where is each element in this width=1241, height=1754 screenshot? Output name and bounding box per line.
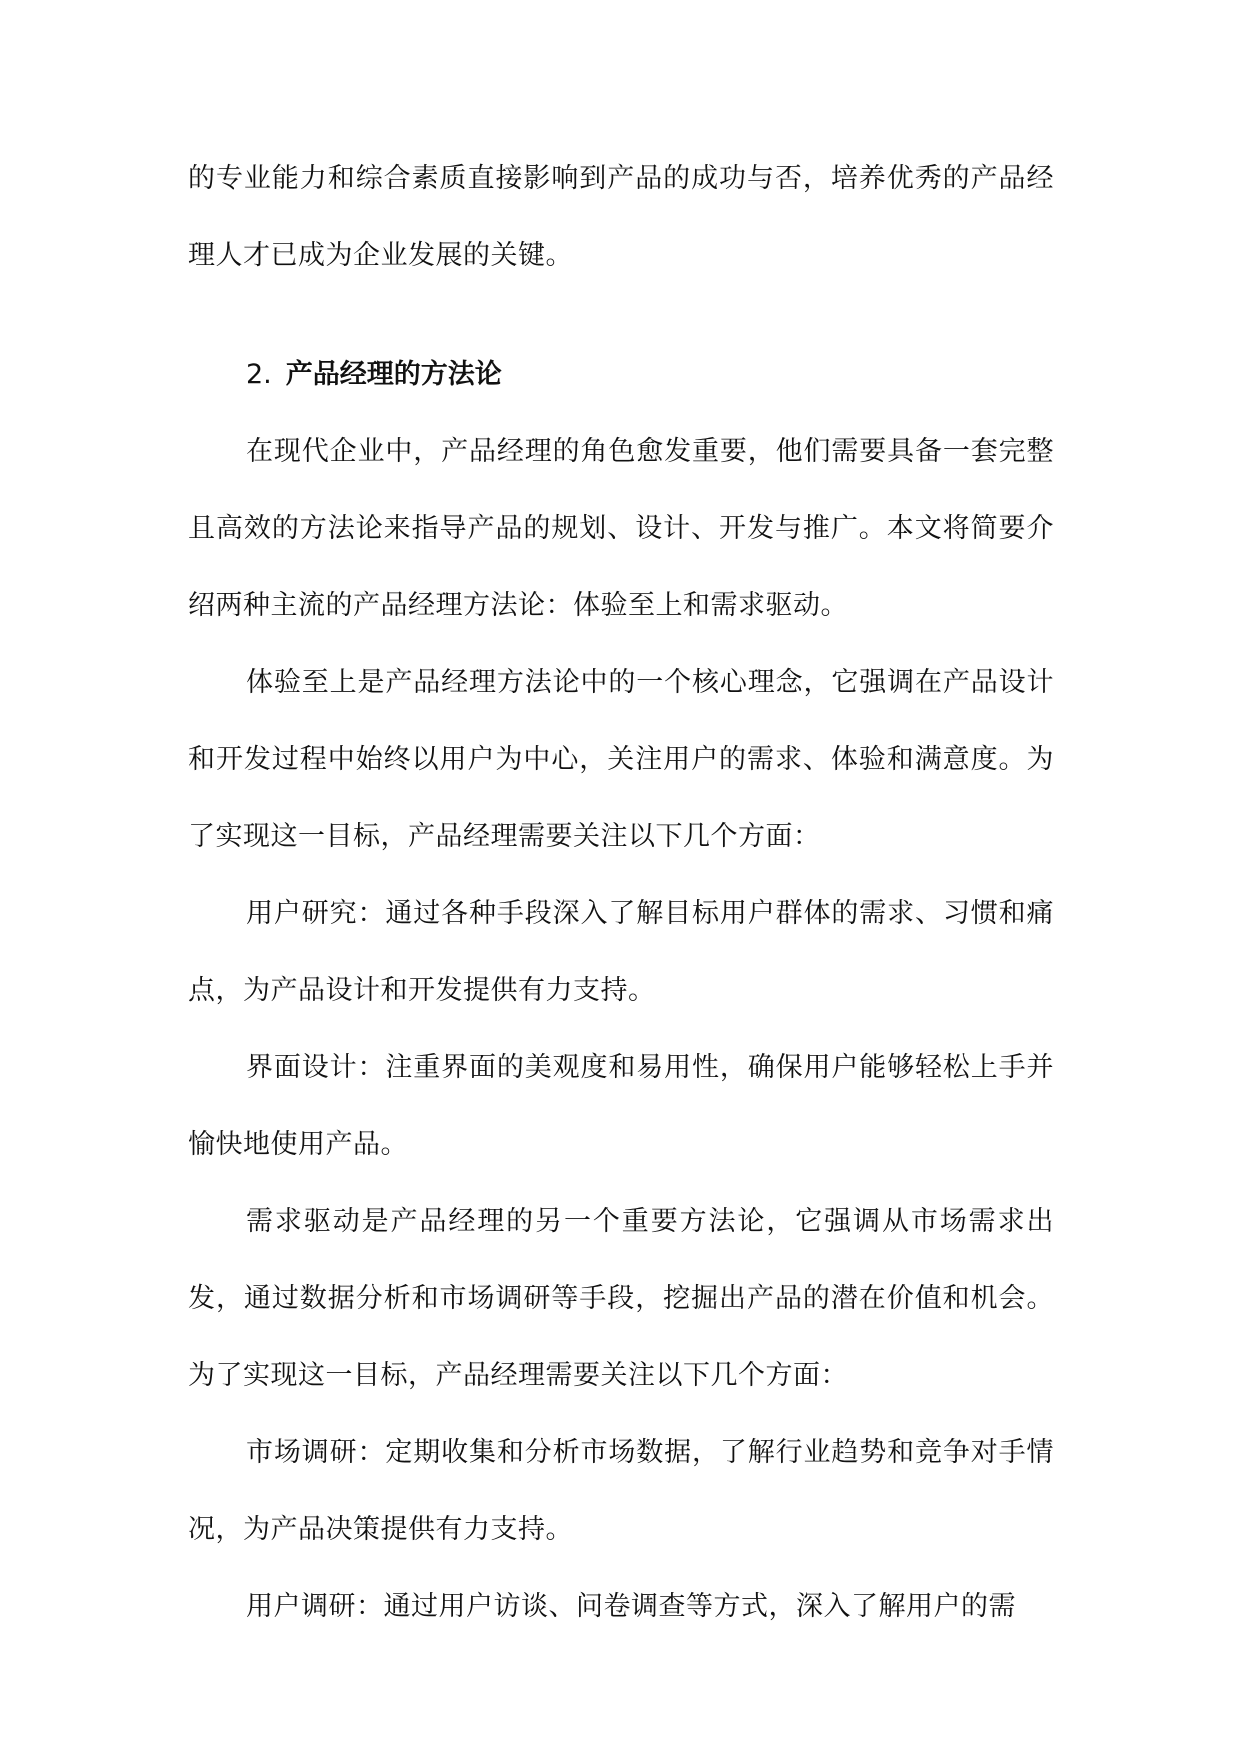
section-title: 产品经理的方法论 — [285, 359, 502, 390]
section-heading — [188, 336, 1054, 413]
paragraph-market-research: 市场调研：定期收集和分析市场数据，了解行业趋势和竞争对手情况，为产品决策提供有力支持。 — [188, 1437, 1054, 1545]
paragraph-interface-design: 界面设计：注重界面的美观度和易用性，确保用户能够轻松上手并愉快地使用产品。 — [188, 1052, 1054, 1160]
paragraph-experience: 体验至上是产品经理方法论中的一个核心理念，它强调在产品设计和开发过程中始终以用户为中心，关注用户的需求、体验和满意度。为了实现这一目标，产品经理需要关注以下几个方面： — [188, 667, 1054, 852]
paragraph-continued: 的专业能力和综合素质直接影响到产品的成功与否，培养优秀的产品经理人才已成为企业发展的关键。 — [188, 163, 1054, 271]
paragraph-user-research: 用户研究：通过各种手段深入了解目标用户群体的需求、习惯和痛点，为产品设计和开发提供有力支持。 — [188, 898, 1054, 1006]
paragraph-demand-driven: 需求驱动是产品经理的另一个重要方法论，它强调从市场需求出发，通过数据分析和市场调研等手段，挖掘出产品的潜在价值和机会。为了实现这一目标，产品经理需要关注以下几个方面： — [188, 1206, 1054, 1391]
document-body — [188, 140, 1054, 1645]
paragraph-user-survey: 用户调研：通过用户访谈、问卷调查等方式，深入了解用户的需 — [246, 1591, 1016, 1622]
paragraph-intro: 在现代企业中，产品经理的角色愈发重要，他们需要具备一套完整且高效的方法论来指导产品的规划、设计、开发与推广。本文将简要介绍两种主流的产品经理方法论：体验至上和需求驱动。 — [188, 436, 1054, 621]
section-number: 2. — [246, 359, 272, 390]
